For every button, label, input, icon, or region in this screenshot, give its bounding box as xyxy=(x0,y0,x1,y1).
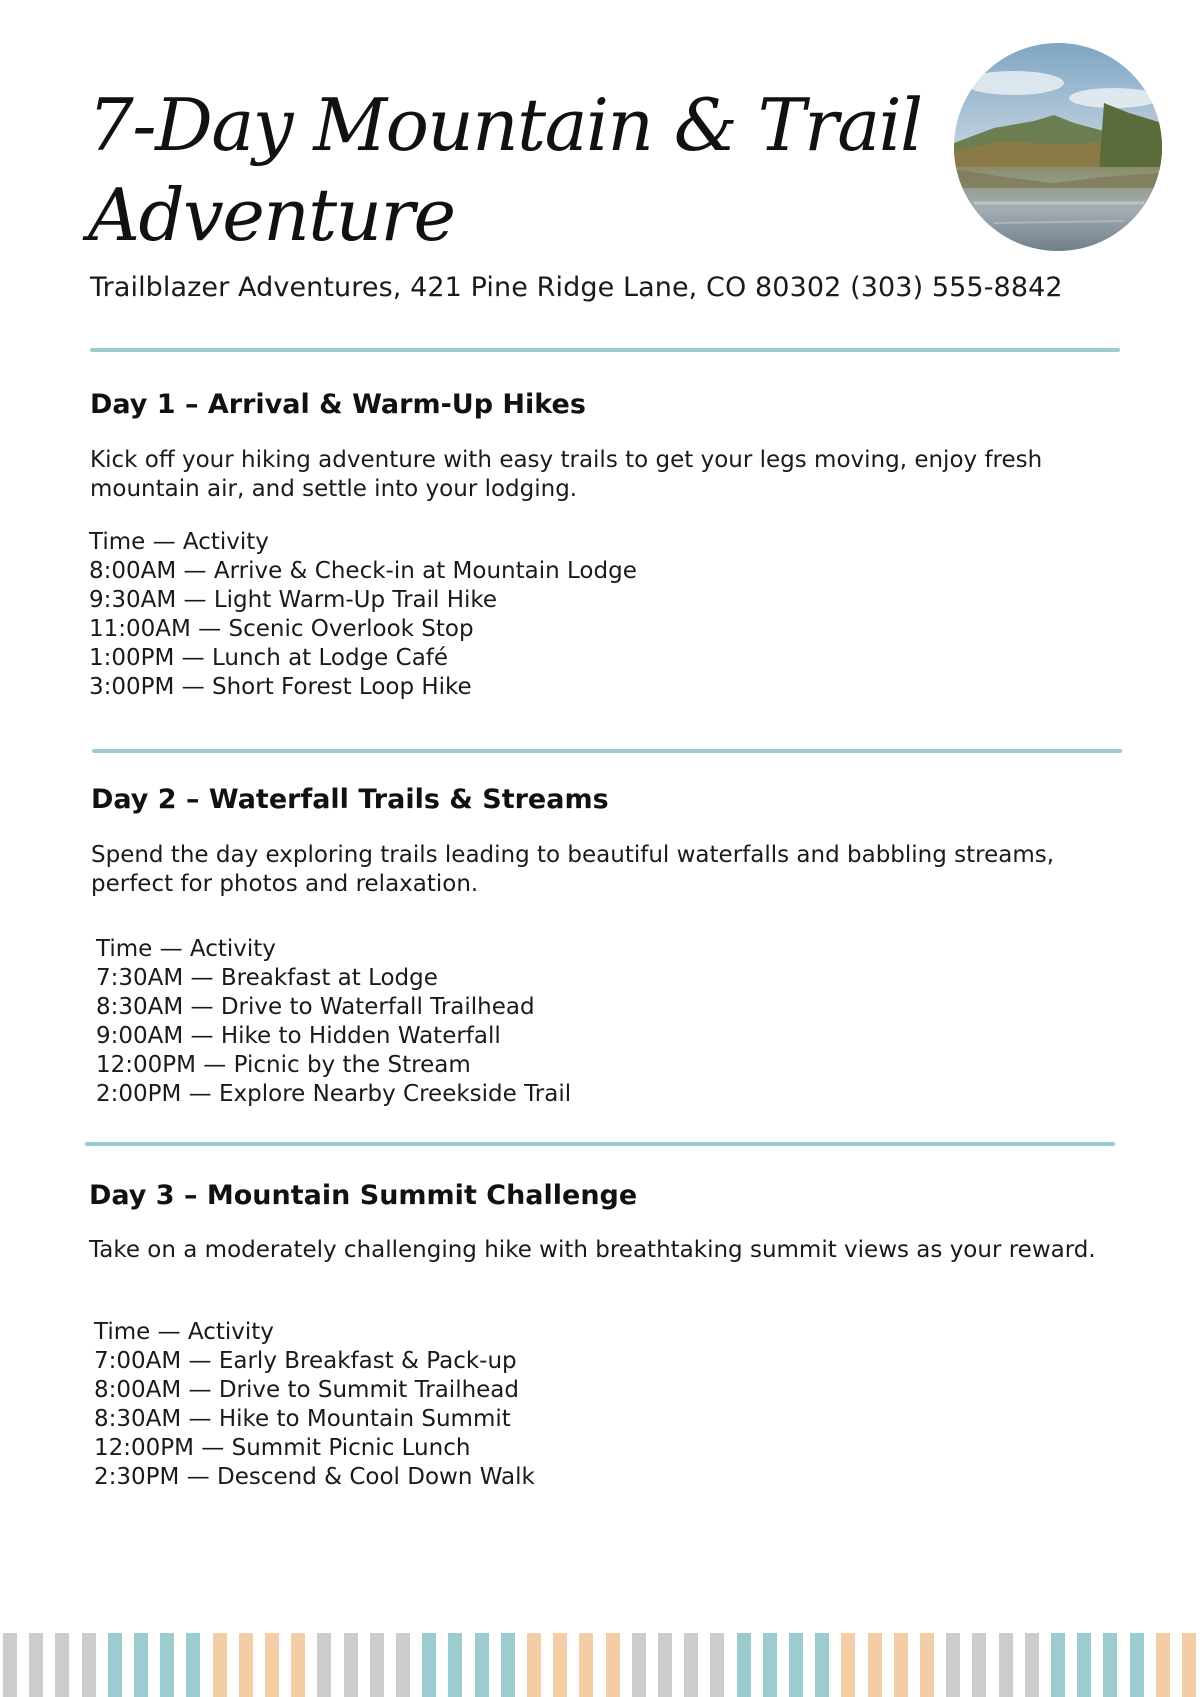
stripe-bar xyxy=(213,1633,227,1697)
day-3-schedule xyxy=(94,1318,535,1492)
day-2-schedule xyxy=(96,935,571,1109)
stripe-bar xyxy=(265,1633,279,1697)
stripe-bar xyxy=(160,1633,174,1697)
section-divider xyxy=(85,1142,1115,1146)
day-2-title: Day 2 – Waterfall Trails & Streams xyxy=(91,784,609,815)
stripe-bar xyxy=(55,1633,69,1697)
schedule-header: Time — Activity xyxy=(96,936,276,962)
stripe-bar xyxy=(448,1633,462,1697)
stripe-bar xyxy=(239,1633,253,1697)
stripe-bar xyxy=(475,1633,489,1697)
schedule-item: 8:30AM — Drive to Waterfall Trailhead xyxy=(96,994,535,1020)
stripe-bar xyxy=(894,1633,908,1697)
schedule-item: 7:30AM — Breakfast at Lodge xyxy=(96,965,438,991)
schedule-item: 8:00AM — Arrive & Check-in at Mountain Lodge xyxy=(89,558,637,584)
stripe-bar xyxy=(684,1633,698,1697)
day-3-description: Take on a moderately challenging hike with breathtaking summit views as your reward. xyxy=(89,1237,1096,1263)
schedule-item: 11:00AM — Scenic Overlook Stop xyxy=(89,616,474,642)
stripe-bar xyxy=(317,1633,331,1697)
stripe-bar xyxy=(553,1633,567,1697)
schedule-item: 9:30AM — Light Warm-Up Trail Hike xyxy=(89,587,498,613)
decorative-stripe-border xyxy=(0,1633,1200,1697)
stripe-bar xyxy=(1025,1633,1039,1697)
schedule-item: 3:00PM — Short Forest Loop Hike xyxy=(89,674,472,700)
schedule-item: 2:30PM — Descend & Cool Down Walk xyxy=(94,1464,535,1490)
stripe-bar xyxy=(29,1633,43,1697)
stripe-bar xyxy=(999,1633,1013,1697)
stripe-bar xyxy=(370,1633,384,1697)
stripe-bar xyxy=(82,1633,96,1697)
stripe-bar xyxy=(632,1633,646,1697)
stripe-bar xyxy=(710,1633,724,1697)
schedule-item: 9:00AM — Hike to Hidden Waterfall xyxy=(96,1023,501,1049)
stripe-bar xyxy=(789,1633,803,1697)
schedule-item: 1:00PM — Lunch at Lodge Café xyxy=(89,645,449,671)
schedule-item: 12:00PM — Summit Picnic Lunch xyxy=(94,1435,471,1461)
schedule-item: 8:30AM — Hike to Mountain Summit xyxy=(94,1406,511,1432)
day-2-description: Spend the day exploring trails leading to beautiful waterfalls and babbling streams, perfect for photos and relaxation. xyxy=(91,842,1055,897)
mountain-lake-photo xyxy=(954,43,1162,251)
stripe-bar xyxy=(1077,1633,1091,1697)
section-divider xyxy=(90,348,1120,352)
stripe-bar xyxy=(946,1633,960,1697)
stripe-bar xyxy=(920,1633,934,1697)
stripe-bar xyxy=(527,1633,541,1697)
schedule-header: Time — Activity xyxy=(94,1319,274,1345)
schedule-item: 8:00AM — Drive to Summit Trailhead xyxy=(94,1377,520,1403)
day-1-description: Kick off your hiking adventure with easy trails to get your legs moving, enjoy fresh mountain air, and settle into your lodging. xyxy=(90,447,1043,502)
stripe-bar xyxy=(737,1633,751,1697)
stripe-bar xyxy=(972,1633,986,1697)
stripe-bar xyxy=(1130,1633,1144,1697)
stripe-bar xyxy=(868,1633,882,1697)
stripe-bar xyxy=(841,1633,855,1697)
stripe-bar xyxy=(579,1633,593,1697)
schedule-item: 7:00AM — Early Breakfast & Pack-up xyxy=(94,1348,517,1374)
stripe-bar xyxy=(1103,1633,1117,1697)
section-divider xyxy=(92,749,1122,753)
schedule-item: 2:00PM — Explore Nearby Creekside Trail xyxy=(96,1081,572,1107)
stripe-bar xyxy=(108,1633,122,1697)
stripe-bar xyxy=(658,1633,672,1697)
stripe-bar xyxy=(422,1633,436,1697)
mountain-lake-image xyxy=(954,43,1162,251)
day-3-title: Day 3 – Mountain Summit Challenge xyxy=(89,1180,638,1211)
day-1-title: Day 1 – Arrival & Warm-Up Hikes xyxy=(90,389,586,420)
stripe-bar xyxy=(1182,1633,1196,1697)
page-title: 7-Day Mountain & Trail Adventure xyxy=(88,83,922,257)
schedule-header: Time — Activity xyxy=(89,529,269,555)
stripe-bar xyxy=(344,1633,358,1697)
stripe-bar xyxy=(291,1633,305,1697)
day-1-schedule xyxy=(89,528,637,702)
stripe-bar xyxy=(3,1633,17,1697)
stripe-bar xyxy=(815,1633,829,1697)
schedule-item: 12:00PM — Picnic by the Stream xyxy=(96,1052,471,1078)
stripe-bar xyxy=(501,1633,515,1697)
contact-info: Trailblazer Adventures, 421 Pine Ridge Lane, CO 80302 (303) 555-8842 xyxy=(90,272,1063,303)
stripe-bar xyxy=(134,1633,148,1697)
stripe-bar xyxy=(763,1633,777,1697)
stripe-bar xyxy=(1051,1633,1065,1697)
stripe-bar xyxy=(1156,1633,1170,1697)
stripe-bar xyxy=(186,1633,200,1697)
stripe-bar xyxy=(396,1633,410,1697)
stripe-bar xyxy=(606,1633,620,1697)
